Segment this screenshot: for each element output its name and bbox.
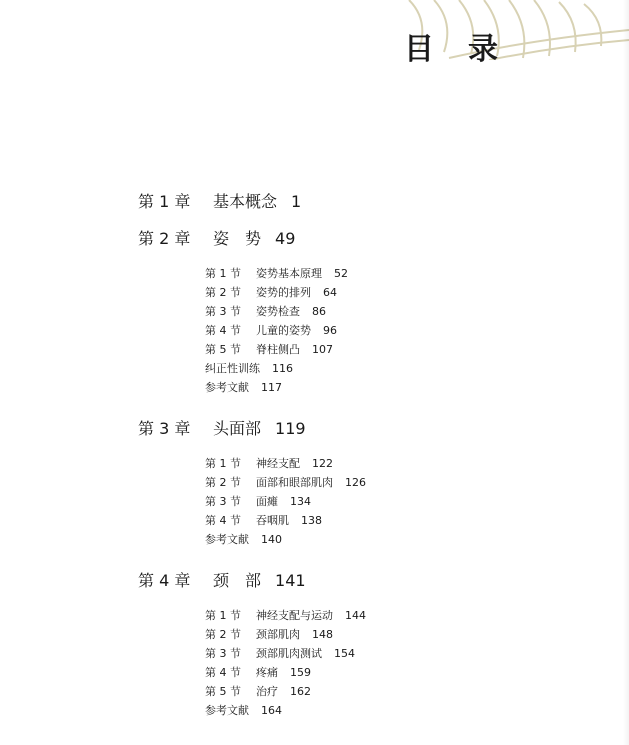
- chapter-number: 第 3 章: [138, 419, 191, 438]
- toc-section[interactable]: [205, 609, 366, 623]
- toc-chapter-4[interactable]: [138, 571, 306, 591]
- section-title: 纠正性训练: [205, 362, 260, 375]
- section-title: 治疗: [256, 685, 278, 698]
- section-title: 姿势检查: [256, 305, 300, 318]
- toc-section[interactable]: [205, 343, 333, 357]
- section-page: 138: [301, 514, 322, 527]
- section-page: 164: [261, 704, 282, 717]
- section-title: 疼痛: [256, 666, 278, 679]
- chapter-title: 头面部: [213, 419, 262, 438]
- section-title: 面部和眼部肌肉: [256, 476, 333, 489]
- toc-section[interactable]: [205, 647, 355, 661]
- chapter-title: 基本概念: [213, 192, 278, 211]
- section-number: 第 3 节: [205, 305, 241, 318]
- section-page: 134: [290, 495, 311, 508]
- section-page: 116: [272, 362, 293, 375]
- section-page: 140: [261, 533, 282, 546]
- chapter-title: 颈 部: [213, 571, 262, 590]
- chapter-page: 49: [275, 229, 296, 248]
- toc-section[interactable]: [205, 495, 311, 509]
- section-title: 脊柱侧凸: [256, 343, 300, 356]
- toc-section[interactable]: [205, 324, 337, 338]
- section-page: 52: [334, 267, 348, 280]
- page-edge-shadow: [623, 0, 629, 745]
- toc-section[interactable]: [205, 533, 282, 547]
- toc-section[interactable]: [205, 457, 333, 471]
- section-page: 107: [312, 343, 333, 356]
- chapter-number: 第 2 章: [138, 229, 191, 248]
- section-title: 参考文献: [205, 533, 249, 546]
- section-number: 第 2 节: [205, 286, 241, 299]
- toc-chapter-3[interactable]: [138, 419, 306, 439]
- toc-section[interactable]: [205, 362, 293, 376]
- section-page: 117: [261, 381, 282, 394]
- section-number: 第 5 节: [205, 685, 241, 698]
- section-page: 162: [290, 685, 311, 698]
- section-number: 第 2 节: [205, 476, 241, 489]
- toc-section[interactable]: [205, 685, 311, 699]
- toc-section[interactable]: [205, 305, 326, 319]
- section-title: 面瘫: [256, 495, 278, 508]
- chapter-page: 1: [291, 192, 302, 211]
- toc-section[interactable]: [205, 267, 348, 281]
- section-title: 颈部肌肉测试: [256, 647, 322, 660]
- section-title: 参考文献: [205, 381, 249, 394]
- section-number: 第 4 节: [205, 666, 241, 679]
- section-page: 126: [345, 476, 366, 489]
- section-number: 第 4 节: [205, 324, 241, 337]
- section-number: 第 1 节: [205, 457, 241, 470]
- section-title: 神经支配与运动: [256, 609, 333, 622]
- section-title: 儿童的姿势: [256, 324, 311, 337]
- section-number: 第 3 节: [205, 495, 241, 508]
- section-title: 参考文献: [205, 704, 249, 717]
- chapter-page: 141: [275, 571, 306, 590]
- toc-section[interactable]: [205, 476, 366, 490]
- section-page: 122: [312, 457, 333, 470]
- section-number: 第 3 节: [205, 647, 241, 660]
- toc-section[interactable]: [205, 514, 322, 528]
- chapter-number: 第 1 章: [138, 192, 191, 211]
- section-page: 86: [312, 305, 326, 318]
- section-number: 第 1 节: [205, 267, 241, 280]
- section-title: 姿势基本原理: [256, 267, 322, 280]
- section-number: 第 5 节: [205, 343, 241, 356]
- section-page: 64: [323, 286, 337, 299]
- section-title: 神经支配: [256, 457, 300, 470]
- section-page: 148: [312, 628, 333, 641]
- section-title: 姿势的排列: [256, 286, 311, 299]
- section-page: 154: [334, 647, 355, 660]
- section-number: 第 4 节: [205, 514, 241, 527]
- section-page: 144: [345, 609, 366, 622]
- toc-chapter-1[interactable]: [138, 192, 301, 212]
- toc-section[interactable]: [205, 628, 333, 642]
- toc-section[interactable]: [205, 704, 282, 718]
- toc-title: 目录: [404, 32, 532, 67]
- section-number: 第 2 节: [205, 628, 241, 641]
- chapter-title: 姿 势: [213, 229, 262, 248]
- toc-section[interactable]: [205, 381, 282, 395]
- toc-chapter-2[interactable]: [138, 229, 295, 249]
- chapter-number: 第 4 章: [138, 571, 191, 590]
- toc-section[interactable]: [205, 666, 311, 680]
- section-title: 颈部肌肉: [256, 628, 300, 641]
- section-title: 吞咽肌: [256, 514, 289, 527]
- chapter-page: 119: [275, 419, 306, 438]
- section-page: 96: [323, 324, 337, 337]
- section-number: 第 1 节: [205, 609, 241, 622]
- toc-section[interactable]: [205, 286, 337, 300]
- section-page: 159: [290, 666, 311, 679]
